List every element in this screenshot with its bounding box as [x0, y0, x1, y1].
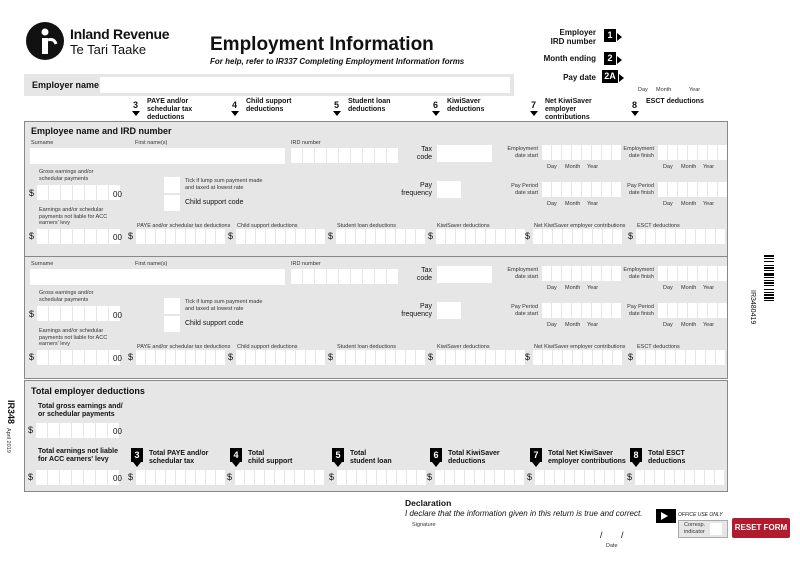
acc-earnings-label: Earnings and/or schedular payments not liable for ACC earners' levy: [39, 328, 108, 347]
employment-start-input[interactable]: [542, 266, 622, 281]
day-label: Day: [663, 201, 673, 207]
total-number-badge: 5: [332, 448, 344, 462]
barcode-text: IR3480419: [749, 290, 756, 325]
total-dollar: $: [329, 472, 335, 482]
column-label: Net KiwiSaver employer contributions: [545, 98, 592, 121]
ird-logo: [26, 22, 64, 60]
arrow-down-icon: [133, 462, 141, 467]
pay-date-badge: 2A: [602, 70, 618, 83]
arrow-down-icon: [631, 111, 639, 116]
ird-number-label: IRD number: [291, 140, 321, 146]
pay-frequency-input[interactable]: [437, 181, 461, 198]
child-support-code-label: Child support code: [185, 199, 244, 206]
page-title: Employment Information: [210, 34, 434, 55]
logo-line2: Te Tari Taake: [70, 42, 147, 57]
name-input[interactable]: [30, 269, 285, 285]
form-date: April 2019: [5, 428, 11, 453]
employer-name-label: Employer name: [32, 80, 100, 90]
totals-gross-input[interactable]: [36, 423, 120, 438]
totals-acc-input[interactable]: [36, 470, 120, 485]
month-label: Month: [565, 164, 581, 170]
lump-sum-label: Tick if lump sum payment made and taxed at lowest rate: [185, 178, 263, 191]
arrow-down-icon: [532, 462, 540, 467]
year-label: Year: [703, 201, 715, 207]
total-input[interactable]: [635, 470, 725, 485]
day-label: Day: [663, 164, 673, 170]
kiwi-input[interactable]: [436, 350, 526, 365]
kiwi-label: KiwiSaver deductions: [437, 344, 490, 350]
page-subtitle: For help, refer to IR337 Completing Employment Information forms: [210, 57, 465, 66]
employment-start-input[interactable]: [542, 145, 622, 160]
tax-code-input[interactable]: [437, 145, 492, 162]
first-names-label: First name(s): [135, 261, 168, 267]
acc-earnings-input[interactable]: [37, 229, 121, 244]
pay-period-start-label: Pay Period date start: [511, 183, 538, 196]
student-input[interactable]: [336, 229, 426, 244]
dollar-sign: $: [228, 352, 234, 362]
totals-gross-dollar: $: [28, 425, 34, 435]
cents-label: 00: [113, 354, 122, 363]
total-label: Total Net KiwiSaver employer contributions: [548, 450, 626, 465]
signature-label: Signature: [412, 522, 436, 528]
gross-earnings-label: Gross earnings and/or schedular payments: [39, 290, 94, 303]
column-number: 4: [232, 100, 238, 110]
ird-logo-icon: [26, 22, 64, 60]
day-label: Day: [547, 164, 557, 170]
arrow-right-icon: [617, 56, 622, 64]
arrow-right-icon: [617, 33, 622, 41]
esct-input[interactable]: [636, 229, 726, 244]
child-support-code-input[interactable]: [164, 195, 180, 211]
employment-finish-input[interactable]: [658, 145, 738, 160]
total-input[interactable]: [136, 470, 226, 485]
total-dollar: $: [227, 472, 233, 482]
lump-sum-checkbox[interactable]: [164, 177, 180, 193]
month-ending-input[interactable]: [632, 51, 732, 66]
year-label: Year: [703, 285, 715, 291]
date-slash-2: /: [621, 530, 624, 540]
totals-title: Total employer deductions: [31, 386, 145, 396]
pay-period-finish-label: Pay Period date finish: [627, 304, 654, 317]
paye-input[interactable]: [136, 350, 226, 365]
dollar-sign: $: [628, 231, 634, 241]
employee-divider: [24, 256, 728, 257]
employment-finish-label: Employment date finish: [623, 267, 654, 280]
total-dollar: $: [128, 472, 134, 482]
totals-acc-dollar: $: [28, 472, 34, 482]
year-label: Year: [703, 322, 715, 328]
reset-form-button[interactable]: RESET FORM: [732, 518, 790, 538]
day-label: Day: [547, 285, 557, 291]
dollar-sign: $: [29, 309, 35, 319]
tax-code-label: Tax code: [416, 146, 432, 161]
pay-period-start-input[interactable]: [542, 303, 622, 318]
column-label: PAYE and/or schedular tax deductions: [147, 98, 193, 121]
cents-label: 00: [113, 190, 122, 199]
lump-sum-label: Tick if lump sum payment made and taxed at lowest rate: [185, 299, 263, 312]
arrow-down-icon: [132, 111, 140, 116]
employment-finish-label: Employment date finish: [623, 146, 654, 159]
dollar-sign: $: [525, 231, 531, 241]
arrow-down-icon: [333, 111, 341, 116]
column-label: ESCT deductions: [646, 98, 704, 105]
esct-label: ESCT deductions: [637, 344, 680, 350]
employer-name-input[interactable]: [100, 77, 510, 93]
year-label: Year: [587, 201, 599, 207]
total-input[interactable]: [535, 470, 625, 485]
month-ending-badge: 2: [604, 52, 616, 65]
declaration-text: I declare that the information given in this return is true and correct.: [405, 509, 643, 518]
year-label: Year: [587, 322, 599, 328]
barcode-icon: [764, 255, 774, 313]
cents-label: 00: [113, 233, 122, 242]
total-number-badge: 4: [230, 448, 242, 462]
year-label: Year: [703, 164, 715, 170]
dollar-sign: $: [328, 352, 334, 362]
total-label: Total KiwiSaver deductions: [448, 450, 500, 465]
date-slash-1: /: [600, 530, 603, 540]
employment-start-label: Employment date start: [507, 146, 538, 159]
netkiwi-input[interactable]: [533, 350, 623, 365]
employer-ird-label: Employer IRD number: [550, 28, 596, 46]
totals-acc-cents: 00: [113, 474, 122, 483]
pay-date-input[interactable]: [632, 69, 732, 84]
dollar-sign: $: [128, 231, 134, 241]
month-ending-label: Month ending: [543, 54, 596, 63]
total-number-badge: 3: [131, 448, 143, 462]
paye-label: PAYE and/or schedular tax deductions: [137, 223, 231, 229]
paye-label: PAYE and/or schedular tax deductions: [137, 344, 231, 350]
netkiwi-input[interactable]: [533, 229, 623, 244]
logo-line1: Inland Revenue: [70, 26, 170, 42]
column-number: 8: [632, 100, 638, 110]
total-label: Total PAYE and/or schedular tax: [149, 450, 209, 465]
pay-date-month: Month: [656, 87, 672, 93]
surname-label: Surname: [31, 140, 54, 146]
total-label: Total student loan: [350, 450, 392, 465]
dollar-sign: $: [428, 352, 434, 362]
barcode: [764, 255, 774, 313]
employer-ird-input[interactable]: [632, 28, 744, 43]
gross-earnings-input[interactable]: [37, 306, 121, 321]
arrow-down-icon: [632, 462, 640, 467]
cents-label: 00: [113, 311, 122, 320]
pay-period-finish-input[interactable]: [658, 182, 738, 197]
total-input[interactable]: [235, 470, 325, 485]
employee-section-title: Employee name and IRD number: [31, 126, 172, 136]
total-input[interactable]: [337, 470, 427, 485]
child-support-code-label: Child support code: [185, 320, 244, 327]
total-input[interactable]: [435, 470, 525, 485]
month-label: Month: [681, 322, 697, 328]
arrow-down-icon: [530, 111, 538, 116]
totals-acc-label: Total earnings not liable for ACC earners' levy: [38, 448, 118, 463]
paye-input[interactable]: [136, 229, 226, 244]
pay-date-year: Year: [689, 87, 701, 93]
form-code: IR348: [6, 400, 16, 425]
declaration-title: Declaration: [405, 498, 452, 508]
dollar-sign: $: [525, 352, 531, 362]
employer-ird-number-badge: 1: [604, 29, 616, 42]
total-dollar: $: [627, 472, 633, 482]
name-input[interactable]: [30, 148, 285, 164]
column-label: KiwiSaver deductions: [447, 98, 485, 113]
arrow-down-icon: [232, 462, 240, 467]
child-input[interactable]: [236, 350, 326, 365]
day-label: Day: [663, 322, 673, 328]
employer-name-row: [24, 74, 514, 96]
arrow-right-icon: [661, 512, 668, 520]
surname-label: Surname: [31, 261, 54, 267]
child-label: Child support deductions: [237, 344, 298, 350]
pay-period-start-label: Pay Period date start: [511, 304, 538, 317]
day-label: Day: [547, 322, 557, 328]
dollar-sign: $: [428, 231, 434, 241]
dollar-sign: $: [29, 352, 35, 362]
dollar-sign: $: [328, 231, 334, 241]
employment-finish-input[interactable]: [658, 266, 738, 281]
dollar-sign: $: [628, 352, 634, 362]
arrow-down-icon: [432, 462, 440, 467]
dollar-sign: $: [29, 188, 35, 198]
pay-period-finish-label: Pay Period date finish: [627, 183, 654, 196]
column-label: Child support deductions: [246, 98, 292, 113]
total-number-badge: 8: [630, 448, 642, 462]
office-use-arrow: [656, 509, 676, 523]
corresp-label: Corresp. indicator: [684, 522, 706, 535]
date-label: Date: [606, 543, 618, 549]
total-label: Total child support: [248, 450, 293, 465]
column-number: 3: [133, 100, 139, 110]
pay-frequency-label: Pay frequency: [401, 182, 432, 197]
dollar-sign: $: [228, 231, 234, 241]
signature-field[interactable]: [405, 530, 585, 548]
ird-number-label: IRD number: [291, 261, 321, 267]
ird-number-input[interactable]: [291, 269, 399, 284]
tax-code-label: Tax code: [416, 267, 432, 282]
pay-period-start-input[interactable]: [542, 182, 622, 197]
pay-frequency-input[interactable]: [437, 302, 461, 319]
arrow-down-icon: [334, 462, 342, 467]
total-dollar: $: [527, 472, 533, 482]
pay-date-label: Pay date: [563, 73, 596, 82]
pay-date-day: Day: [638, 87, 648, 93]
month-label: Month: [681, 164, 697, 170]
acc-earnings-label: Earnings and/or schedular payments not liable for ACC earners' levy: [39, 207, 108, 226]
pay-period-finish-input[interactable]: [658, 303, 738, 318]
column-label: Student loan deductions: [348, 98, 391, 113]
total-number-badge: 6: [430, 448, 442, 462]
gross-earnings-input[interactable]: [37, 185, 121, 200]
esct-input[interactable]: [636, 350, 726, 365]
day-label: Day: [547, 201, 557, 207]
total-number-badge: 7: [530, 448, 542, 462]
student-input[interactable]: [336, 350, 426, 365]
child-label: Child support deductions: [237, 223, 298, 229]
first-names-label: First name(s): [135, 140, 168, 146]
tax-code-input[interactable]: [437, 266, 492, 283]
child-support-code-input[interactable]: [164, 316, 180, 332]
total-dollar: $: [427, 472, 433, 482]
employment-start-label: Employment date start: [507, 267, 538, 280]
month-label: Month: [565, 285, 581, 291]
month-label: Month: [681, 285, 697, 291]
month-label: Month: [565, 201, 581, 207]
arrow-right-icon: [619, 74, 624, 82]
year-label: Year: [587, 285, 599, 291]
netkiwi-label: Net KiwiSaver employer contributions: [534, 344, 626, 350]
month-label: Month: [681, 201, 697, 207]
child-input[interactable]: [236, 229, 326, 244]
corresp-input[interactable]: [710, 523, 722, 535]
gross-earnings-label: Gross earnings and/or schedular payments: [39, 169, 94, 182]
column-number: 5: [334, 100, 340, 110]
student-label: Student loan deductions: [337, 344, 397, 350]
month-label: Month: [565, 322, 581, 328]
kiwi-label: KiwiSaver deductions: [437, 223, 490, 229]
dollar-sign: $: [128, 352, 134, 362]
column-number: 7: [531, 100, 537, 110]
netkiwi-label: Net KiwiSaver employer contributions: [534, 223, 626, 229]
acc-earnings-input[interactable]: [37, 350, 121, 365]
office-use-label: OFFICE USE ONLY: [678, 512, 723, 518]
totals-gross-cents: 00: [113, 427, 122, 436]
year-label: Year: [587, 164, 599, 170]
lump-sum-checkbox[interactable]: [164, 298, 180, 314]
student-label: Student loan deductions: [337, 223, 397, 229]
pay-frequency-label: Pay frequency: [401, 303, 432, 318]
kiwi-input[interactable]: [436, 229, 526, 244]
ird-number-input[interactable]: [291, 148, 399, 163]
totals-gross-label: Total gross earnings and/ or schedular payments: [38, 403, 123, 418]
column-number: 6: [433, 100, 439, 110]
esct-label: ESCT deductions: [637, 223, 680, 229]
arrow-down-icon: [231, 111, 239, 116]
day-label: Day: [663, 285, 673, 291]
dollar-sign: $: [29, 231, 35, 241]
date-field[interactable]: [588, 529, 640, 542]
total-label: Total ESCT deductions: [648, 450, 686, 465]
arrow-down-icon: [432, 111, 440, 116]
